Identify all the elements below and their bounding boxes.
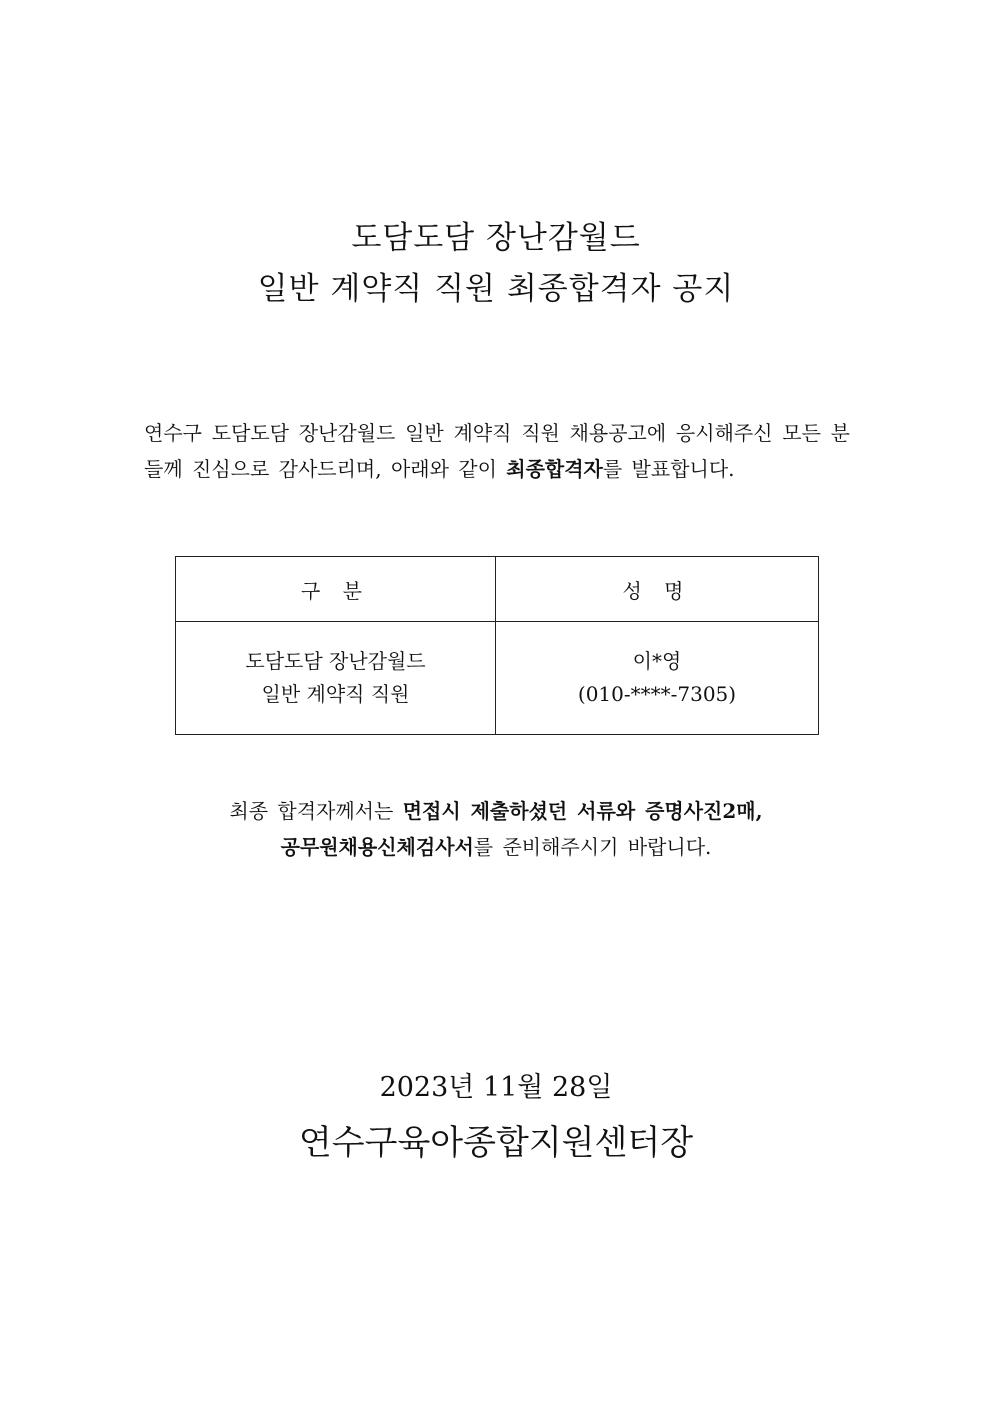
notice-text-2: 를 준비해주시기 바랍니다. (473, 835, 712, 859)
intro-text-2: 를 발표합니다. (602, 457, 735, 481)
table-header-row (176, 557, 819, 622)
notice-line-1 (0, 793, 992, 829)
candidate-phone: (010-****-7305) (577, 682, 737, 706)
table-row (176, 622, 819, 735)
notice-date: 2023년 11월 28일 (379, 1072, 613, 1103)
result-table (175, 556, 819, 735)
notice-bold-2: 공무원채용신체검사서 (280, 835, 474, 859)
candidate-name: 이*영 (632, 649, 682, 673)
page-title-line-2: 일반 계약직 직원 최종합격자 공지 (257, 271, 735, 307)
signer: 연수구육아종합지원센터장 (298, 1123, 694, 1163)
notice-paragraph (0, 793, 992, 865)
header-category: 구 분 (176, 557, 496, 622)
notice-line-2 (0, 829, 992, 865)
category-line-2: 일반 계약직 직원 (261, 682, 410, 706)
notice-text-1: 최종 합격자께서는 (229, 799, 403, 823)
cell-category (176, 622, 496, 735)
intro-paragraph (144, 415, 850, 487)
cell-name (496, 622, 819, 735)
intro-bold-text: 최종합격자 (506, 457, 603, 481)
header-name: 성 명 (496, 557, 819, 622)
intro-text-1: 연수구 도담도담 장난감월드 일반 계약직 직원 채용공고에 응시해주신 모든 분들께 진심으로 감사드리며, 아래와 같이 (144, 421, 850, 481)
notice-bold-1: 면접시 제출하셨던 서류와 증명사진2매, (402, 799, 763, 823)
page-title-line-1: 도담도담 장난감월드 (351, 220, 641, 256)
category-line-1: 도담도담 장난감월드 (245, 649, 426, 673)
